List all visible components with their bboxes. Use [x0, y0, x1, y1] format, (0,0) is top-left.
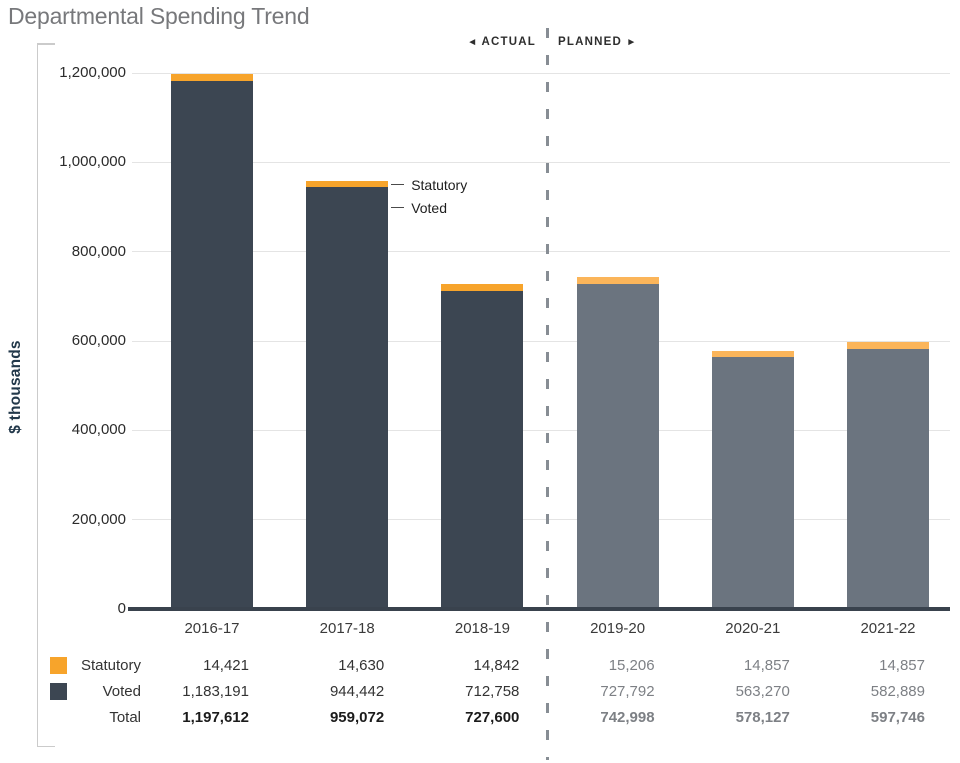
table-cell: 727,792 — [600, 683, 655, 700]
gridline — [132, 341, 950, 342]
voted-callout — [391, 199, 447, 217]
bar-segment-voted — [712, 357, 794, 609]
x-tick-label: 2020-21 — [725, 620, 781, 637]
x-tick-label: 2016-17 — [184, 620, 240, 637]
y-tick-label: 400,000 — [71, 421, 126, 439]
y-tick-label: 800,000 — [71, 242, 126, 260]
x-tick-label: 2019-20 — [590, 620, 646, 637]
bar-2017-18 — [306, 181, 388, 609]
table-cell: 582,889 — [870, 683, 925, 700]
bar-segment-statutory — [577, 277, 659, 284]
actual-label-text: ACTUAL — [481, 36, 536, 48]
table-cell: 14,857 — [743, 657, 790, 674]
table-cell: 959,072 — [329, 709, 385, 726]
table-cell: 578,127 — [735, 709, 790, 726]
y-tick-label: 600,000 — [71, 332, 126, 349]
table-cell: 14,421 — [203, 657, 249, 674]
voted-callout-label: Voted — [411, 199, 448, 216]
bar-2021-22 — [847, 342, 929, 609]
bar-segment-voted — [577, 284, 659, 609]
bar-segment-statutory — [847, 342, 929, 349]
statutory-callout-line — [391, 184, 404, 186]
actual-planned-divider — [546, 28, 549, 760]
table-cell: 1,197,612 — [182, 709, 249, 726]
x-tick-label: 2018-19 — [454, 620, 510, 637]
table-cell: 1,183,191 — [182, 683, 249, 700]
table-cell: 14,630 — [338, 657, 385, 674]
gridline — [132, 251, 950, 252]
table-cell: 742,998 — [600, 709, 655, 726]
x-axis-line — [128, 607, 950, 611]
table-cell: 15,206 — [608, 657, 655, 674]
statutory-callout-label: Statutory — [411, 176, 468, 193]
x-tick-label: 2017-18 — [319, 620, 375, 637]
bar-segment-statutory — [712, 351, 794, 358]
page-title: Departmental Spending Trend — [8, 3, 310, 29]
table-cell: 727,600 — [465, 709, 520, 726]
gridline — [132, 162, 950, 163]
table-cell: 14,842 — [473, 657, 520, 674]
y-tick-label: 1,000,000 — [59, 153, 126, 171]
gridline — [132, 519, 950, 520]
y-tick-label: 0 — [117, 600, 126, 617]
y-axis-label: $ thousands — [7, 340, 24, 434]
bar-2018-19 — [441, 284, 523, 609]
table-row-label-voted: Voted — [102, 683, 141, 700]
gridline — [132, 73, 950, 74]
x-tick-label: 2021-22 — [860, 620, 916, 637]
bar-segment-voted — [847, 349, 929, 609]
planned-label-text: PLANNED — [558, 36, 622, 48]
table-cell: 712,758 — [465, 683, 520, 700]
table-cell: 944,442 — [329, 683, 385, 700]
bar-2020-21 — [712, 351, 794, 609]
right-arrow-icon: ► — [626, 37, 637, 48]
bar-segment-voted — [306, 187, 388, 609]
voted-callout-line — [391, 207, 404, 209]
y-tick-label: 1,200,000 — [59, 64, 126, 81]
table-row-label-statutory: Statutory — [80, 657, 141, 674]
table-cell: 563,270 — [735, 683, 790, 700]
gridline — [132, 430, 950, 431]
bar-segment-voted — [171, 81, 253, 609]
table-row-label-total: Total — [109, 709, 141, 726]
y-tick-label: 200,000 — [71, 510, 126, 528]
statutory-callout — [391, 176, 467, 194]
bar-2016-17 — [171, 74, 253, 609]
bar-segment-statutory — [441, 284, 523, 291]
bar-2019-20 — [577, 277, 659, 609]
table-cell: 597,746 — [870, 709, 925, 726]
table-cell: 14,857 — [879, 657, 925, 674]
left-arrow-icon: ◄ — [467, 37, 478, 48]
bar-segment-voted — [441, 291, 523, 609]
